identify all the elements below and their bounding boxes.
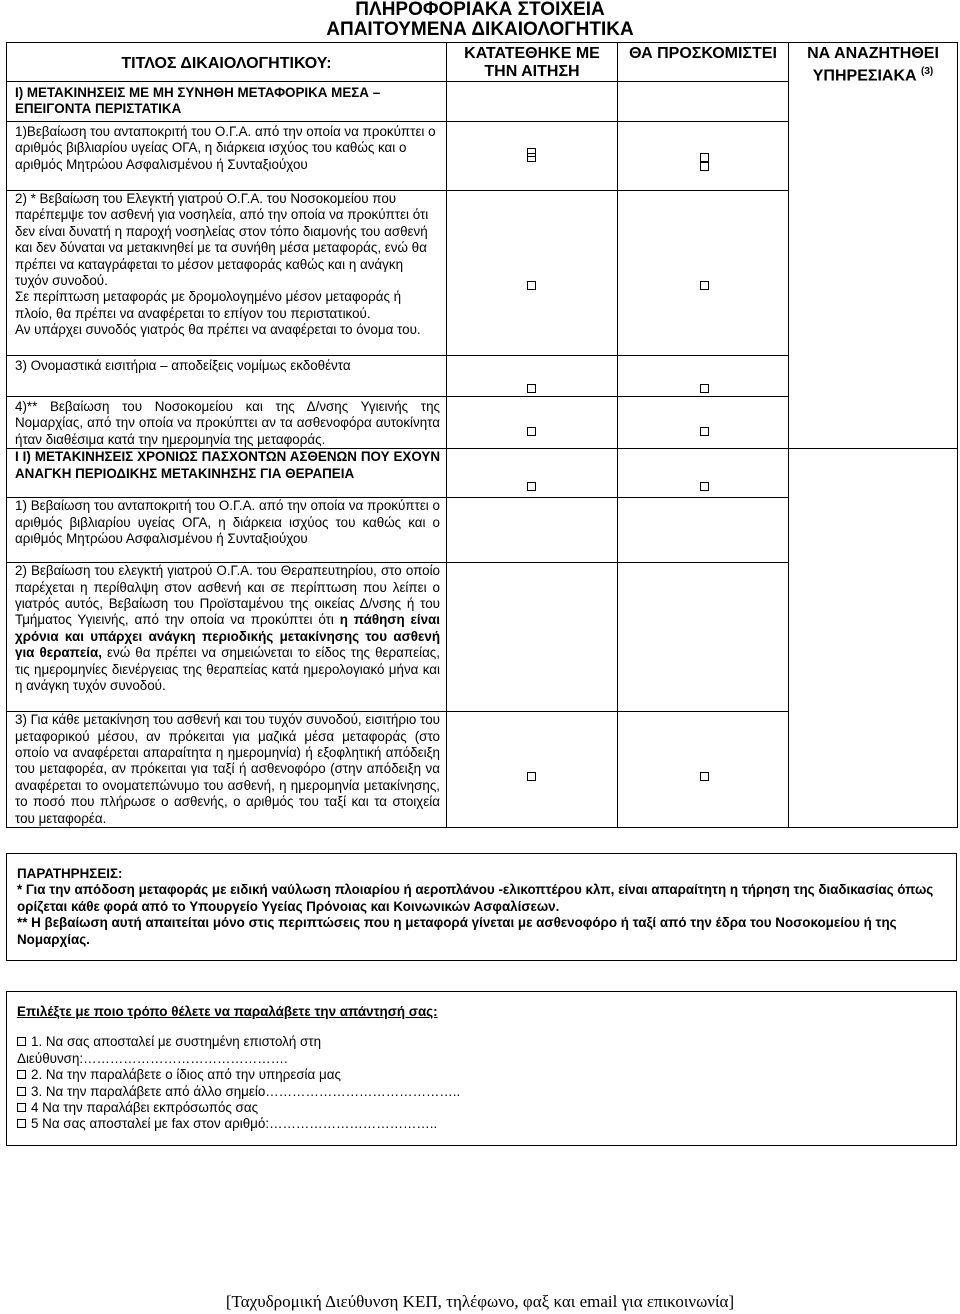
col-header-search (789, 43, 958, 449)
s2-item1: 1) Βεβαίωση του ανταποκριτή του Ο.Γ.Α. από την οποία να προκύπτει ο αριθμός βιβλιαρίου υγείας ΟΓΑ, η διάρκεια ισχύος του καθώς και ο αριθμός Μητρώου Ασφαλισμένου ή Συνταξιούχου (7, 498, 447, 563)
note-2: ** Η βεβαίωση αυτή απαιτείται μόνο στις περιπτώσεις που η μεταφορά γίνεται με ασθενοφόρο ή ταξί από την έδρα του Νοσοκομείου ή της Νομαρχίας. (17, 915, 897, 947)
delivery-option-fax[interactable] (17, 1116, 946, 1132)
option-label: 1. Να σας αποσταλεί με συστημένη επιστολή στη (31, 1034, 322, 1050)
page-heading (0, 0, 960, 40)
cell-to-bring (618, 449, 789, 498)
documents-table (6, 42, 958, 828)
section2-heading: Ι Ι) ΜΕΤΑΚΙΝΗΣΕΙΣ ΧΡΟΝΙΩΣ ΠΑΣΧΟΝΤΩΝ ΑΣΘΕΝΩΝ ΠΟΥ ΕΧΟΥΝ ΑΝΑΓΚΗ ΠΕΡΙΟΔΙΚΗΣ ΜΕΤΑΚΙΝΗΣΗΣ ΓΙΑ ΘΕΡΑΠΕΙΑ (7, 449, 447, 498)
footer-contact: [Ταχυδρομική Διεύθυνση ΚΕΠ, τηλέφωνο, φαξ και email για επικοινωνία] (225, 1292, 735, 1311)
col-header-to-bring: ΘΑ ΠΡΟΣΚΟΜΙΣΤΕΙ (618, 43, 789, 82)
cell-to-bring (618, 356, 789, 397)
cell-submitted (447, 82, 618, 122)
cell-to-bring (618, 397, 789, 449)
delivery-option-mail[interactable] (17, 1034, 946, 1050)
to-bring-checkbox[interactable] (700, 772, 709, 781)
option-checkbox[interactable] (17, 1070, 26, 1079)
table-header-row (7, 43, 958, 82)
to-bring-checkbox[interactable] (700, 162, 709, 171)
cell-submitted (447, 397, 618, 449)
col-header-title: ΤΙΤΛΟΣ ΔΙΚΑΙΟΛΟΓΗΤΙΚΟΥ: (7, 43, 447, 82)
option-checkbox[interactable] (17, 1103, 26, 1112)
submitted-checkbox[interactable] (527, 281, 536, 290)
cell-search (789, 449, 958, 828)
cell-submitted (447, 498, 618, 563)
s1-item3: 3) Ονομαστικά εισιτήρια – αποδείξεις νομίμως εκδοθέντα (7, 356, 447, 397)
cell-to-bring (618, 498, 789, 563)
delivery-option-other-point[interactable] (17, 1084, 946, 1100)
cell-submitted (447, 712, 618, 828)
to-bring-checkbox[interactable] (700, 384, 709, 393)
s1-item2-ship: Σε περίπτωση μεταφοράς με δρομολογημένο μέσον μεταφοράς ή πλοίο, θα πρέπει να αναφέρεται το επίγον του περιστατικού. (15, 289, 402, 321)
submitted-checkbox[interactable] (527, 772, 536, 781)
cell-to-bring (618, 122, 789, 191)
s1-item2 (7, 191, 447, 356)
s1-item1: 1)Βεβαίωση του ανταποκριτή του Ο.Γ.Α. από την οποία να προκύπτει ο αριθμός βιβλιαρίου υγείας ΟΓΑ, η διάρκεια ισχύος του καθώς και ο αριθμός Μητρώου Ασφαλισμένου ή Συνταξιούχου (7, 122, 447, 191)
option-label: 3. Να την παραλάβετε από άλλο σημείο…………………………………….. (31, 1083, 461, 1099)
col-header-submitted: ΚΑΤΑΤΕΘΗΚΕ ΜΕ ΤΗΝ ΑΙΤΗΣΗ (447, 43, 618, 82)
s2-item2 (7, 563, 447, 712)
cell-to-bring (618, 712, 789, 828)
submitted-checkbox[interactable] (527, 148, 536, 157)
to-bring-checkbox[interactable] (700, 482, 709, 491)
cell-submitted (447, 563, 618, 712)
s2-item2-post: ενώ θα πρέπει να σημειώνεται το είδος της θεραπείας, τις ημερομηνίες διενέργειας της θεραπείας κατά ημερολογιακό μήνα και η ανάγκη τυχόν συνοδού. (15, 645, 440, 694)
submitted-checkbox[interactable] (527, 384, 536, 393)
col-header-search-label: ΝΑ ΑΝΑΖΗΤΗΘΕΙ ΥΠΗΡΕΣΙΑΚΑ (807, 45, 939, 85)
delivery-option-in-person[interactable] (17, 1067, 946, 1083)
notes-box (6, 853, 957, 961)
s1-item2-text: 2) * Βεβαίωση του Ελεγκτή γιατρού Ο.Γ.Α. του Νοσοκομείου που παρέπεμψε τον ασθενή για νοσηλεία, από την οποία να προκύπτει ότι δεν είναι δυνατή η παροχή νοσηλείας στον τόπο διαμονής του ασθενή και δεν δύναται να μετακινηθεί με τα συνήθη μέσα μεταφοράς, ενώ θα πρέπει να καταγράφεται το μέσον μεταφοράς καθώς και η ανάγκη τυχόν συνοδού. (15, 191, 429, 289)
notes-title: ΠΑΡΑΤΗΡΗΣΕΙΣ: (17, 866, 123, 881)
option-label: 4 Να την παραλάβει εκπρόσωπός σας (31, 1100, 259, 1116)
to-bring-checkbox[interactable] (700, 427, 709, 436)
cell-to-bring (618, 82, 789, 122)
delivery-option-representative[interactable] (17, 1100, 946, 1116)
delivery-title: Επιλέξτε με ποιο τρόπο θέλετε να παραλάβετε την απάντησή σας: (17, 1004, 438, 1019)
s1-item4: 4)** Βεβαίωση του Νοσοκομείου και της Δ/νσης Υγιεινής της Νομαρχίας, από την οποία να προκύπτει αν τα ασθενοφόρα αυτοκίνητα ήταν διαθέσιμα κατά την ημερομηνία της μεταφοράς. (7, 397, 447, 449)
section1-heading: Ι) ΜΕΤΑΚΙΝΗΣΕΙΣ ΜΕ ΜΗ ΣΥΝΗΘΗ ΜΕΤΑΦΟΡΙΚΑ ΜΕΣΑ – ΕΠΕΙΓΟΝΤΑ ΠΕΡΙΣΤΑΤΙΚΑ (7, 82, 447, 122)
option-checkbox[interactable] (17, 1119, 26, 1128)
delivery-box (6, 991, 957, 1146)
option-label: 5 Να σας αποσταλεί με fax στον αριθμό:……………………………….. (31, 1116, 438, 1132)
s1-item2-doctor: Αν υπάρχει συνοδός γιατρός θα πρέπει να αναφέρεται το όνομα του. (15, 322, 421, 338)
s2-item3: 3) Για κάθε μετακίνηση του ασθενή και του τυχόν συνοδού, εισιτήριο του μεταφορικού μέσου, αν πρόκειται για μαζικά μέσα μεταφοράς (στο οποίο να αναφέρεται απαραίτητα η ημερομηνία) ή εξοφλητική απόδειξη του μεταφορέα, αν πρόκειται για ταξί ή ασθενοφόρο (στην απόδειξη να αναφέρεται το ονοματεπώνυμο του ασθενή, η ημερομηνία μετακίνησης, το ποσό που πλήρωσε ο ασθενής, ο αριθμός του ταξί και τα στοιχεία του μεταφορέα. (7, 712, 447, 828)
page-heading-line2: ΑΠΑΙΤΟΥΜΕΝΑ ΔΙΚΑΙΟΛΟΓΗΤΙΚΑ (326, 19, 634, 40)
cell-submitted (447, 356, 618, 397)
option-checkbox[interactable] (17, 1037, 26, 1046)
submitted-checkbox[interactable] (527, 427, 536, 436)
cell-to-bring (618, 191, 789, 356)
cell-submitted (447, 191, 618, 356)
submitted-checkbox[interactable] (527, 482, 536, 491)
cell-submitted (447, 449, 618, 498)
option-label: 2. Να την παραλάβετε ο ίδιος από την υπηρεσία μας (31, 1067, 341, 1083)
delivery-address-line: Διεύθυνση:………………………………………. (17, 1050, 288, 1066)
option-checkbox[interactable] (17, 1087, 26, 1096)
note-1: * Για την απόδοση μεταφοράς με ειδική ναύλωση πλοιαρίου ή αεροπλάνου -ελικοπτέρου κλπ, είναι απαραίτητη η τήρηση της διαδικασίας όπως ορίζεται κάθε φορά από το Υπουργείο Υγείας Πρόνοιας και Κοινωνικών Ασφαλίσεων. (17, 882, 934, 914)
table-row (7, 449, 958, 498)
s2-item2-pre: 2) Βεβαίωση του ελεγκτή γιατρού Ο.Γ.Α. του Θεραπευτηρίου, στο οποίο παρέχεται η περίθαλψη στον ασθενή και σε περίπτωση που λείπει ο γιατρός αυτός, Βεβαίωση του Προϊσταμένου της οικείας Δ/νσης ή του Τμήματος Υγιεινής, από την οποία να προκύπτει ότι (15, 563, 440, 628)
cell-to-bring (618, 563, 789, 712)
s2-item2-bold: η πάθηση είναι χρόνια και υπάρχει ανάγκη περιοδικής μετακίνησης του ασθενή για θεραπεία, (15, 612, 440, 661)
to-bring-checkbox[interactable] (700, 281, 709, 290)
col-header-search-sup: (3) (921, 66, 934, 77)
page-heading-line1: ΠΛΗΡΟΦΟΡΙΑΚΑ ΣΤΟΙΧΕΙΑ (355, 0, 605, 20)
cell-submitted (447, 122, 618, 191)
